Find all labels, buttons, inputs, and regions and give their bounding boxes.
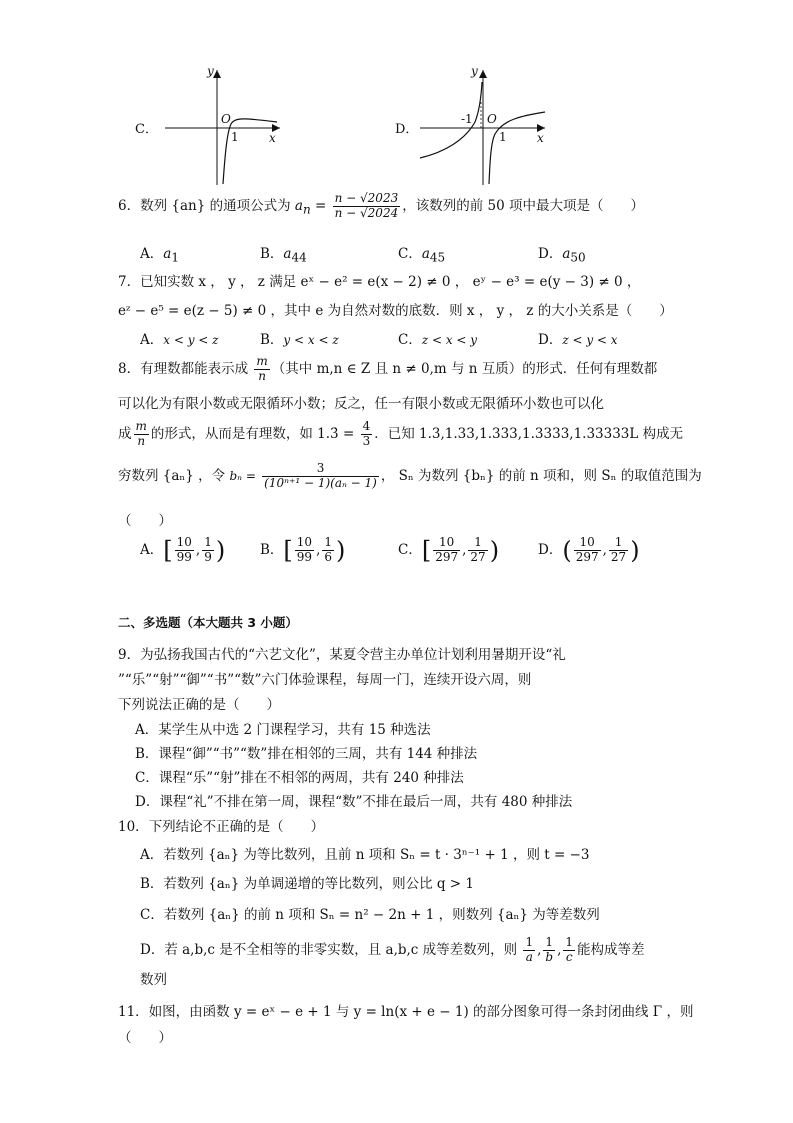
q8-frac-m-2: m	[135, 419, 147, 433]
q8-line-3c: ．已知 1.3,1.33,1.333,1.3333,1.33333L 构成无	[374, 425, 684, 442]
q10-option-d[interactable]: D．若 a,b,c 是不全相等的非零实数，且 a,b,c 成等差数列，则 $\frac{1}{a}$ , $\frac{1}{b}$ , $\frac{1}{c}$ 能构成等差	[140, 935, 645, 964]
q8-frac-m: m	[256, 354, 268, 368]
q8-line-1a: 有理数都能表示成	[140, 360, 249, 377]
q8-option-c-d1: 297	[435, 549, 459, 564]
graph-c-x-label: x	[269, 131, 276, 145]
q8-option-a-open: [	[163, 536, 173, 565]
graph-c-tick-1: 1	[231, 130, 239, 144]
q6-formula-fraction	[333, 192, 401, 221]
graph-d-tick-1: 1	[499, 130, 507, 144]
q8-frac-3: 3	[362, 433, 371, 448]
q8-frac-4: 4	[362, 419, 371, 433]
graph-c	[135, 60, 295, 190]
q8-option-b[interactable]: B．[ $\frac{10}{99}$ , $\frac{1}{6}$ )	[260, 535, 346, 565]
graph-d-origin: O	[487, 112, 497, 126]
q6-option-b-label: B．	[260, 246, 284, 262]
q6-option-d[interactable]	[538, 242, 586, 265]
q7-number: 7．	[118, 274, 141, 290]
q8-option-c[interactable]: C．[ $\frac{10}{297}$ , $\frac{1}{27}$ )	[398, 535, 500, 565]
q10-option-d-text-a: D．若 a,b,c 是不全相等的非零实数，且 a,b,c 成等差数列，则	[140, 941, 518, 958]
q8-option-b-n2: 1	[324, 535, 333, 549]
q6-formula-sub: n	[302, 202, 311, 217]
q8-line-3b: 的形式，从而是有理数，如 1.3̇ =	[150, 425, 355, 442]
q8-option-c-n2: 1	[468, 536, 487, 551]
q9-number: 9．	[118, 647, 141, 663]
q8-option-b-open: [	[283, 536, 293, 565]
q7-option-b[interactable]	[260, 328, 339, 348]
q6-stem: 6．数列 {an} 的通项公式为 $a_n$ = $\frac{n - √2023}{n - √2024}$ ，该数列的前 50 项中最大项是（ ）	[118, 191, 644, 220]
q8-option-c-frac1	[433, 536, 460, 565]
q8-option-c-label: C．	[398, 541, 422, 558]
graph-d-plot	[395, 60, 565, 190]
q7-option-c[interactable]	[398, 328, 477, 348]
q10-option-d-text-b: 能构成等差	[577, 941, 645, 958]
q6-formula-denominator: n − √2024	[334, 205, 399, 220]
q6-option-a-label: A．	[140, 246, 164, 262]
graph-d-label: D．	[395, 122, 419, 137]
q8-option-a-n2: 1	[204, 535, 212, 549]
q8-frac-n-2: n	[137, 433, 146, 448]
graph-c-plot	[135, 60, 295, 190]
q10-number: 10．	[118, 819, 149, 835]
q8-option-b-label: B．	[260, 541, 284, 558]
graph-c-origin: O	[221, 112, 231, 126]
q8-option-d-d1: 297	[575, 549, 599, 564]
q7-option-a-value: x < y < z	[163, 333, 219, 347]
q8-option-c-close: )	[489, 536, 500, 565]
graph-d	[395, 60, 565, 190]
q8-option-a-frac1	[175, 536, 194, 565]
q8-option-a-d1: 99	[176, 549, 192, 564]
q6-option-a[interactable]	[140, 242, 179, 265]
q9-line-1	[118, 643, 566, 663]
q9-option-c[interactable]: C．课程“乐”“射”排在不相邻的两周，共有 240 种排法	[135, 770, 464, 786]
q7-option-d-value: z < y < x	[562, 333, 618, 347]
graph-d-y-label: y	[471, 64, 478, 78]
q10-stem-text: 下列结论不正确的是（ ）	[148, 819, 325, 835]
q6-option-c[interactable]	[398, 242, 445, 265]
q8-option-a-label: A．	[140, 541, 164, 558]
q10-option-a[interactable]: A．若数列 {aₙ} 为等比数列，且前 n 项和 Sₙ = t · 3ⁿ⁻¹ + 1 ，则 t = −3	[140, 847, 590, 863]
q8-option-d-frac1	[574, 536, 601, 565]
q7-option-c-label: C．	[398, 332, 422, 348]
q8-line-1b: （其中 m,n ∈ Z 且 n ≠ 0,m 与 n 互质）的形式．任何有理数都	[271, 360, 658, 377]
q8-option-d-d2: 27	[610, 549, 627, 564]
q10-stem	[118, 815, 324, 835]
q8-option-b-n1: 10	[296, 535, 313, 549]
q8-option-a-n1: 10	[176, 535, 192, 549]
q11-line-2: （ ）	[118, 1030, 172, 1046]
q8-frac-4-3	[361, 420, 373, 449]
q8-option-b-frac2	[322, 536, 334, 565]
q6-option-c-value: a	[421, 246, 430, 262]
q11-number: 11．	[118, 1004, 149, 1020]
q8-line-3	[118, 420, 683, 449]
q10-frac-1-a: $\frac{1}{a}$	[525, 935, 534, 964]
q6-option-b-value: a	[283, 246, 292, 262]
q7-option-c-value: z < x < y	[421, 333, 478, 347]
q7-line-1	[118, 270, 640, 290]
q8-bn-lhs: bₙ =	[229, 468, 256, 483]
q6-formula-numerator: n − √2023	[334, 191, 399, 205]
q8-line-4a: 穷数列 {aₙ} ，令	[118, 467, 226, 484]
q8-number: 8．	[118, 360, 141, 377]
q8-option-d-n2: 1	[609, 536, 628, 551]
q11-line-1-text: 如图，由函数 y = eˣ − e + 1 与 y = ln(x + e − 1) 的部分图象可得一条封闭曲线 Γ ，则	[148, 1004, 694, 1020]
graph-c-y-label: y	[207, 64, 214, 78]
q8-frac-m-n-2	[134, 420, 149, 449]
q8-option-d-open: (	[562, 536, 572, 565]
q7-line-1-text: 已知实数 x ， y ， z 满足 eˣ − e² = e(x − 2) ≠ 0 ， eʸ − e³ = e(y − 3) ≠ 0 ，	[140, 274, 641, 290]
q6-number: 6．	[118, 197, 141, 214]
q6-option-d-label: D．	[538, 246, 563, 262]
q8-line-2: 可以化为有限小数或无限循环小数；反之，任一有限小数或无限循环小数也可以化	[118, 396, 604, 412]
q10-option-d-cont: 数列	[140, 972, 167, 988]
q8-line-3a: 成	[118, 425, 132, 442]
q10-option-c[interactable]: C．若数列 {aₙ} 的前 n 项和 Sₙ = n² − 2n + 1 ，则数列 {aₙ} 为等差数列	[140, 907, 600, 923]
q8-option-b-frac1	[295, 536, 314, 565]
q6-option-a-sub: 1	[171, 250, 179, 265]
q8-option-b-d2: 6	[324, 549, 333, 564]
q7-option-b-value: y < x < z	[283, 333, 339, 347]
q6-option-d-sub: 50	[570, 250, 586, 265]
q7-option-a-label: A．	[140, 332, 164, 348]
q7-option-d[interactable]	[538, 328, 618, 348]
graph-d-tick-neg1: -1	[461, 112, 473, 126]
q8-option-d-frac2	[609, 536, 628, 565]
q8-option-a-frac2	[202, 536, 214, 565]
q7-option-d-label: D．	[538, 332, 563, 348]
q8-line-4	[118, 462, 702, 491]
q8-bn-numerator: 3	[262, 462, 379, 477]
q10-frac-1-b: $\frac{1}{b}$	[545, 935, 554, 964]
q9-line-1-text: 为弘扬我国古代的“六艺文化”，某夏令营主办单位计划利用暑期开设“礼	[140, 647, 566, 663]
graph-d-x-label: x	[537, 131, 544, 145]
q7-option-a[interactable]	[140, 328, 219, 348]
q6-formula-lhs: a	[294, 197, 303, 214]
q9-line-2: ”“乐”“射”“御”“书”“数”六门体验课程，每周一门，连续开设六周，则	[118, 672, 532, 688]
q9-option-b[interactable]: B．课程“御”“书”“数”排在相邻的三周，共有 144 种排法	[135, 746, 478, 762]
q8-option-c-d2: 27	[470, 549, 486, 564]
q9-option-a[interactable]: A．某学生从中选 2 门课程学习，共有 15 种选法	[135, 722, 431, 738]
q7-line-2: eᶻ − e⁵ = e(z − 5) ≠ 0 ，其中 e 为自然对数的底数．则 x ， y ， z 的大小关系是（ ）	[118, 303, 673, 319]
q10-frac-1-c: $\frac{1}{c}$	[565, 935, 574, 964]
q8-bn-fraction	[262, 462, 379, 491]
q8-line-4b: ， Sₙ 为数列 {bₙ} 的前 n 项和，则 Sₙ 的取值范围为	[380, 467, 702, 484]
q8-option-c-open: [	[421, 536, 432, 565]
q6-option-b[interactable]	[260, 242, 307, 265]
q8-option-c-n1: 10	[433, 536, 460, 551]
q10-option-b[interactable]: B．若数列 {aₙ} 为单调递增的等比数列，则公比 q > 1	[140, 876, 474, 892]
q8-option-a[interactable]: A．[ $\frac{10}{99}$ , $\frac{1}{9}$ )	[140, 535, 226, 565]
q6-option-a-value: a	[163, 246, 172, 262]
q9-line-3: 下列说法正确的是（ ）	[118, 697, 280, 713]
q8-option-a-d2: 9	[204, 549, 212, 564]
q8-option-a-close: )	[215, 536, 226, 565]
q11-line-1	[118, 1000, 693, 1020]
q6-option-d-value: a	[562, 246, 571, 262]
graph-c-label: C．	[135, 122, 158, 137]
q8-option-d[interactable]: D．( $\frac{10}{297}$ , $\frac{1}{27}$ )	[538, 535, 640, 565]
section-2-title: 二、多选题（本大题共 3 小题）	[118, 615, 298, 630]
q6-option-c-label: C．	[398, 246, 422, 262]
q6-lead: 数列 {an} 的通项公式为	[140, 197, 291, 214]
q8-frac-n: n	[258, 368, 266, 383]
q8-line-1	[118, 355, 657, 384]
q8-option-d-n1: 10	[574, 536, 601, 551]
q6-tail: ，该数列的前 50 项中最大项是（ ）	[402, 197, 644, 214]
q8-option-b-d1: 99	[296, 549, 313, 564]
q8-option-d-label: D．	[538, 541, 563, 558]
q9-option-d[interactable]: D．课程“礼”不排在第一周，课程“数”不排在最后一周，共有 480 种排法	[135, 794, 573, 810]
q6-option-b-sub: 44	[291, 250, 307, 265]
q7-option-b-label: B．	[260, 332, 284, 348]
q6-option-c-sub: 45	[429, 250, 446, 265]
q8-frac-m-n	[254, 355, 269, 384]
q8-line-5: （ ）	[118, 513, 172, 529]
q8-option-b-close: )	[336, 536, 346, 565]
q8-option-c-frac2	[468, 536, 487, 565]
q8-bn-denominator: (10ⁿ⁺¹ − 1)(aₙ − 1)	[264, 475, 377, 490]
q8-option-d-close: )	[630, 536, 640, 565]
